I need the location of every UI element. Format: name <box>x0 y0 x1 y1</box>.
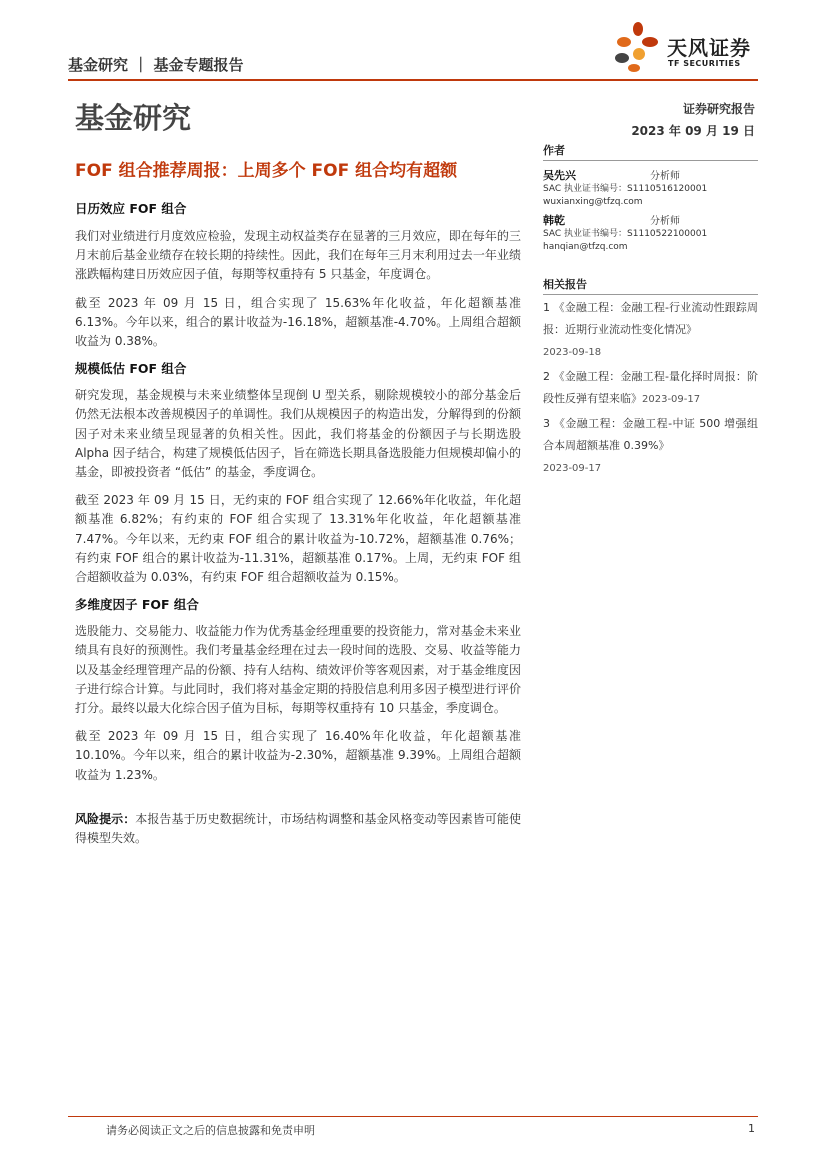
section-paragraph: 研究发现，基金规模与未来业绩整体呈现倒 U 型关系，剔除规模较小的部分基金后仍然无法根本改善规模因子的单调性。我们从规模因子的构造出发，分解得到的份额因子对未来业绩呈现显著的负相关性。因此，我们将基金的份额因子与长期选股 Alpha 因子结合，构建了规模低估因子，旨在筛选长期具备选股能力但规模却偏小的基金，即被投资者 “低估” 的基金，季度调仓。 <box>75 388 521 480</box>
section-heading: 多维度因子 FOF 组合 <box>75 597 199 613</box>
section-paragraph: 截至 2023 年 09 月 15 日，组合实现了 15.63%年化收益，年化超额基准 6.13%。今年以来，组合的累计收益为-16.18%，超额基准-4.70%。上周组合超额收益为 0.38%。 <box>75 295 521 349</box>
tf-securities-logo <box>612 20 758 74</box>
author-role: 分析师 <box>650 171 680 182</box>
header-divider <box>68 79 758 81</box>
related-report-item[interactable] <box>543 366 758 411</box>
authors-heading: 作者 <box>543 142 758 161</box>
risk-text: 本报告基于历史数据统计，市场结构调整和基金风格变动等因素皆可能使得模型失效。 <box>75 811 521 846</box>
author-cert: SAC 执业证书编号：S1110516120001 <box>543 184 708 194</box>
category-title: 基金研究 <box>75 101 192 135</box>
section-paragraph: 截至 2023 年 09 月 15 日，无约束的 FOF 组合实现了 12.66%年化收益，年化超额基准 6.82%；有约束的 FOF 组合实现了 13.31%年化收益，年化超额基准 7.47%。今年以来，无约束 FOF 组合的累计收益为-10.72%，超额基准 0.76%；有约束 FOF 组合的累计收益为-11.31%，超额基准 0.17%。上周，无约束 FOF 组合超额收益为 0.03%，有约束 FOF 组合超额收益为 0.15%。 <box>75 493 521 585</box>
related-report-title[interactable]: 2 《金融工程：金融工程-量化择时周报：阶段性反弹有望来临》 <box>543 370 758 405</box>
author-name: 韩乾 <box>543 214 565 227</box>
section-heading: 日历效应 FOF 组合 <box>75 201 187 216</box>
logo-text-en: TF SECURITIES <box>668 59 741 68</box>
section-heading: 规模低估 FOF 组合 <box>75 361 187 377</box>
related-report-title[interactable]: 3 《金融工程：金融工程-中证 500 增强组合本周超额基准 0.39%》 <box>543 417 758 452</box>
author-email[interactable]: hanqian@tfzq.com <box>543 242 628 252</box>
report-title: FOF 组合推荐周报：上周多个 FOF 组合均有超额 <box>75 161 458 181</box>
related-report-date: 2023-09-18 <box>543 347 602 358</box>
section-paragraph: 截至 2023 年 09 月 15 日，组合实现了 16.40%年化收益，年化超额基准 10.10%。今年以来，组合的累计收益为-2.30%，超额基准 9.39%。上周组合超额收益为 1.23%。 <box>75 729 521 782</box>
related-report-date: 2023-09-17 <box>543 463 602 474</box>
main-content <box>75 200 521 848</box>
footer-divider <box>68 1116 758 1117</box>
related-report-date: 2023-09-17 <box>642 394 701 405</box>
author-name: 吴先兴 <box>543 169 576 182</box>
related-heading: 相关报告 <box>543 276 758 295</box>
section-paragraph: 我们对业绩进行月度效应检验，发现主动权益类存在显著的三月效应，即在每年的三月末前后基金业绩存在较长期的持续性。因此，我们在每年三月末利用过去一年业绩涨跌幅构建日历效应因子值，每期等权重持有 5 只基金，年度调仓。 <box>75 229 521 282</box>
author-card <box>543 167 758 209</box>
related-report-item[interactable] <box>543 297 758 364</box>
footer-disclaimer: 请务必阅读正文之后的信息披露和免责申明 <box>106 1124 315 1137</box>
related-report-item[interactable] <box>543 413 758 480</box>
logo-text-cn: 天风证券 <box>667 36 751 60</box>
sidebar <box>543 142 758 480</box>
report-date: 2023 年 09 月 19 日 <box>631 124 755 138</box>
author-role: 分析师 <box>650 216 680 227</box>
author-card <box>543 212 758 254</box>
section-paragraph: 选股能力、交易能力、收益能力作为优秀基金经理重要的投资能力，常对基金未来业绩具有良好的预测性。我们考量基金经理在过去一段时间的选股、交易、收益等能力以及基金经理管理产品的份额、持有人结构、绩效评价等客观因素，对于基金维度因子进行综合计算。与此同时，我们将对基金定期的持股信息利用多因子模型进行评价打分。最终以最大化综合因子值为目标，每期等权重持有 10 只基金，季度调仓。 <box>75 624 521 716</box>
report-type: 证券研究报告 <box>682 102 755 116</box>
author-email[interactable]: wuxianxing@tfzq.com <box>543 197 643 207</box>
logo-mark-icon <box>612 20 664 74</box>
related-report-title[interactable]: 1 《金融工程：金融工程-行业流动性跟踪周报：近期行业流动性变化情况》 <box>543 301 758 336</box>
page-number: 1 <box>748 1122 755 1135</box>
breadcrumb: 基金研究 ｜ 基金专题报告 <box>68 56 244 74</box>
risk-label: 风险提示： <box>75 811 136 826</box>
author-cert: SAC 执业证书编号：S1110522100001 <box>543 229 708 239</box>
risk-warning <box>75 810 521 848</box>
